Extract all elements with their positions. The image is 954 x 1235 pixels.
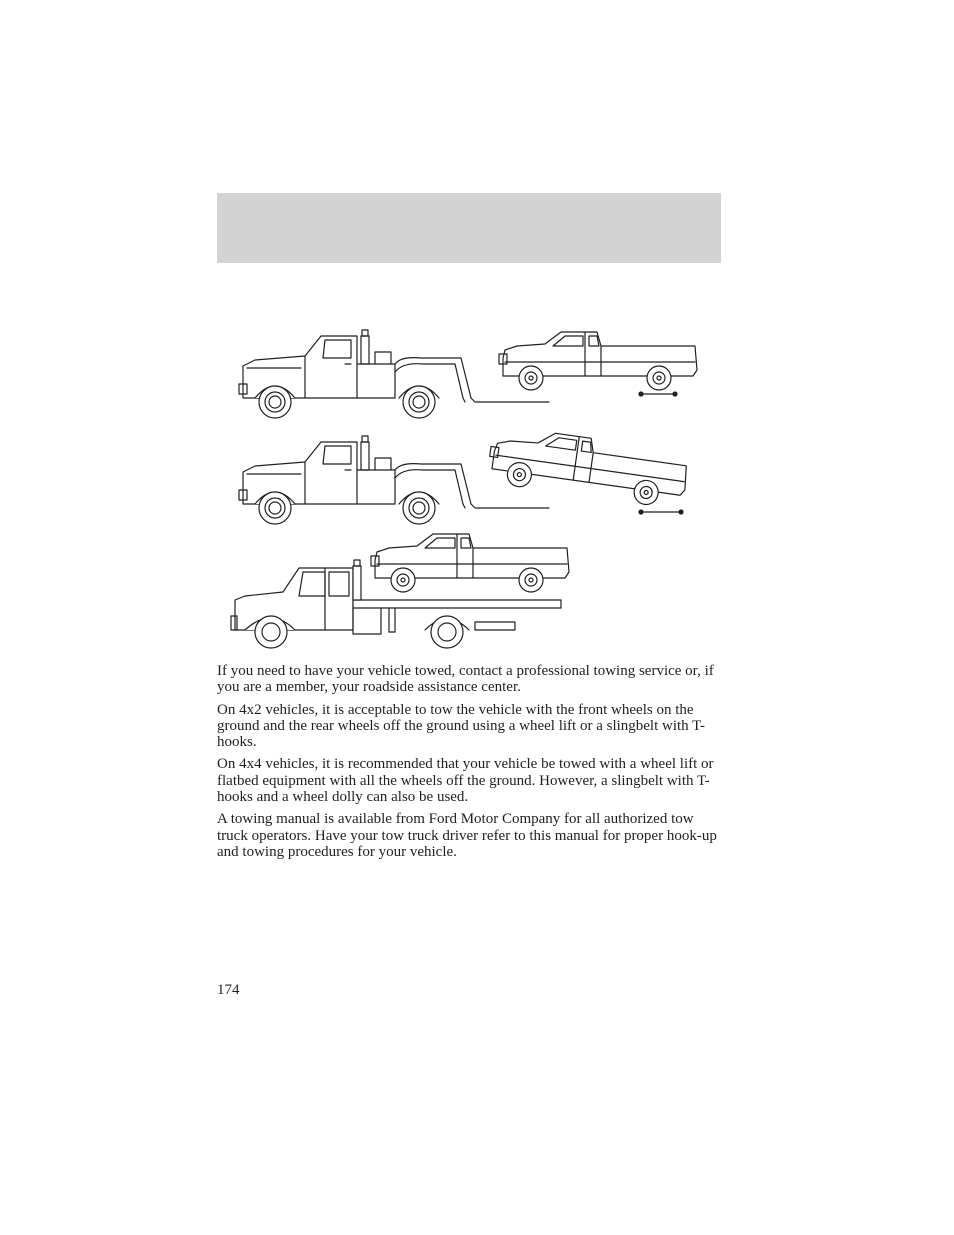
paragraph-4x2-towing: On 4x2 vehicles, it is acceptable to tow the vehicle with the front wheels on the ground and the rear wheels off the ground using a wheel lift or a slingbelt with T-hooks. — [217, 701, 705, 751]
towing-instructions — [217, 663, 727, 866]
paragraph-towing-manual: A towing manual is available from Ford Motor Company for all authorized tow truck operators. Have your tow truck driver refer to this manual for proper hook-up and towing procedures for your vehicle. — [217, 811, 717, 860]
section-header-band — [217, 193, 721, 263]
towing-methods-illustration — [225, 318, 715, 658]
slingbelt-scene — [239, 425, 690, 524]
page-number: 174 — [217, 982, 240, 998]
wheel-lift-scene — [239, 330, 697, 418]
flatbed-scene — [231, 534, 569, 648]
paragraph-contact-service: If you need to have your vehicle towed, contact a professional towing service or, if you are a member, your roadside assistance center. — [217, 663, 714, 696]
paragraph-4x4-towing: On 4x4 vehicles, it is recommended that your vehicle be towed with a wheel lift or flatbed equipment with all the wheels off the ground. However, a slingbelt with T-hooks and a wheel dolly can also be used. — [217, 756, 714, 806]
